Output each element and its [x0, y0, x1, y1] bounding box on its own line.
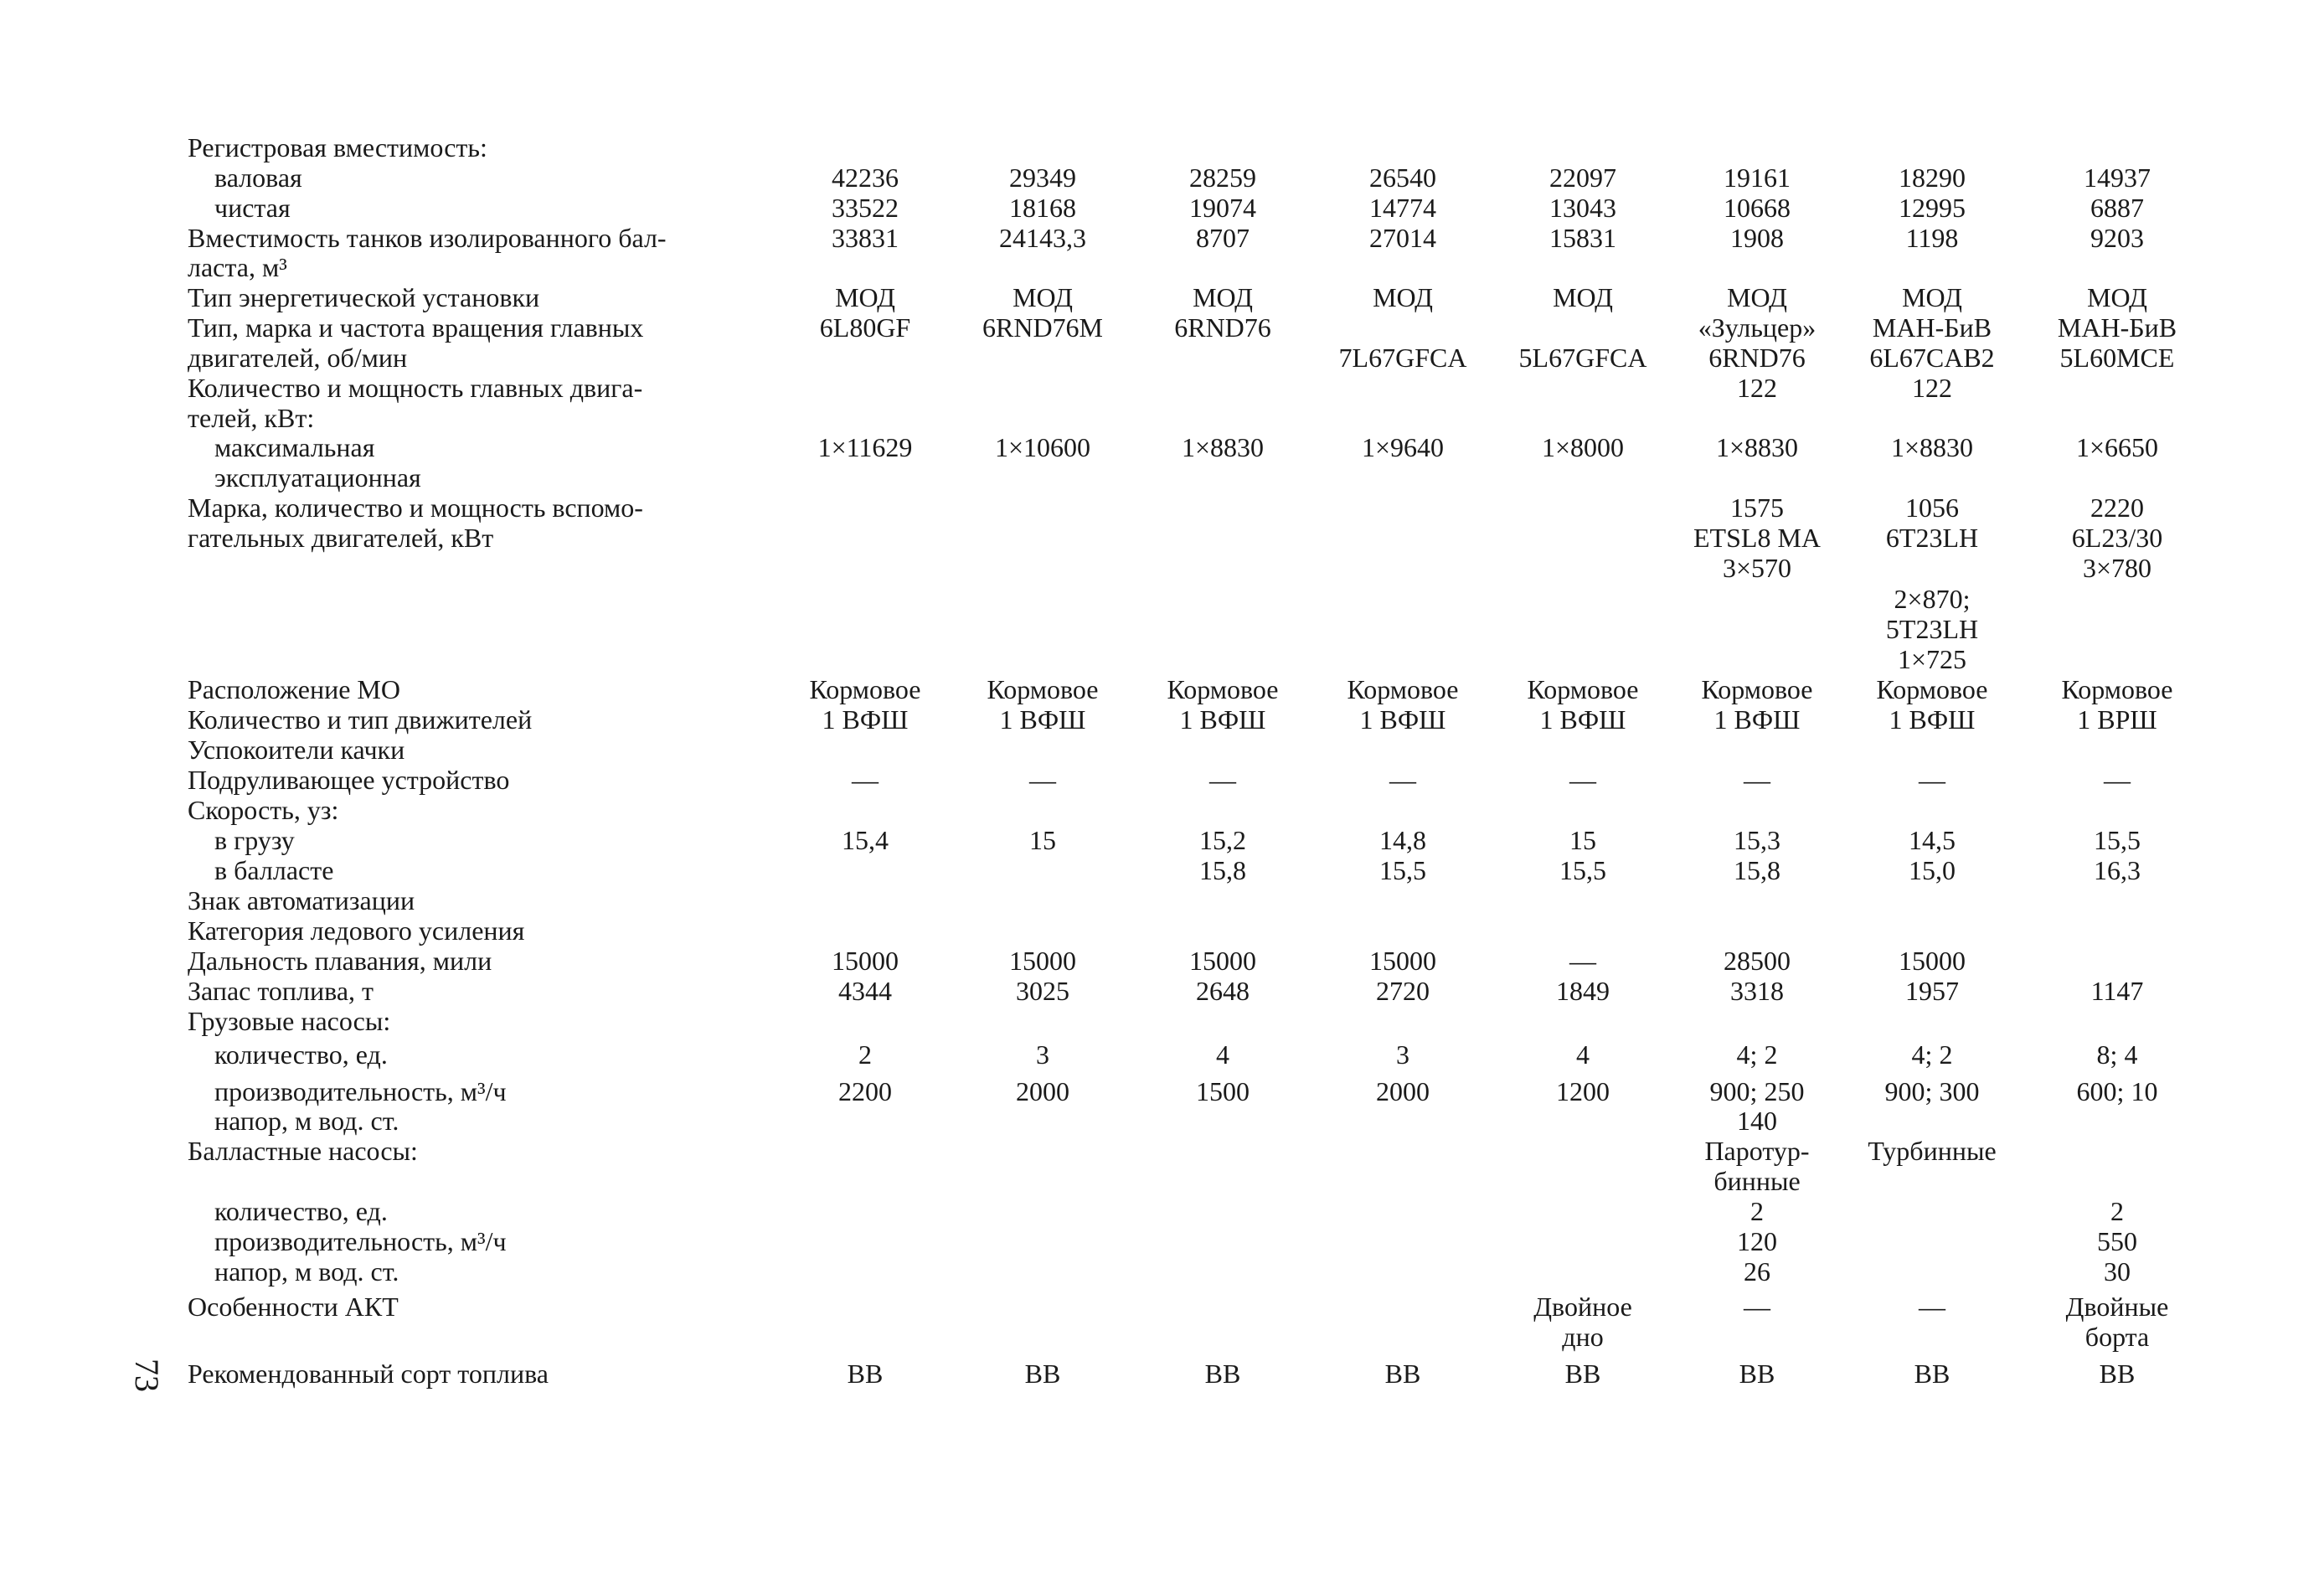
cell-col-5: 5L67GFCA [1518, 343, 1647, 373]
row-label: количество, ед. [214, 1196, 388, 1226]
table-row [0, 462, 2324, 492]
cell-col-2: 2000 [1016, 1076, 1069, 1106]
cell-col-7: 1×8830 [1890, 432, 1974, 462]
cell-col-1: 4344 [838, 976, 892, 1006]
cell-col-7: 900; 300 [1884, 1076, 1980, 1106]
table-row [0, 765, 2324, 795]
cell-col-8: 15,5 [2094, 825, 2141, 855]
cell-col-7: 15000 [1899, 946, 1966, 976]
row-label: эксплуатационная [214, 462, 421, 492]
cell-col-6: Кормовое [1701, 674, 1813, 704]
cell-col-3: 1×8830 [1181, 432, 1265, 462]
table-row [0, 1359, 2324, 1389]
cell-col-7: 6L67CAB2 [1869, 343, 1995, 373]
cell-col-8: 550 [2097, 1226, 2137, 1256]
cell-col-6: 3318 [1730, 976, 1784, 1006]
cell-col-7: 12995 [1899, 193, 1966, 223]
cell-col-6: — [1744, 765, 1770, 795]
cell-col-3: 6RND76 [1174, 312, 1271, 343]
cell-col-4: 2720 [1376, 976, 1430, 1006]
table-row [0, 492, 2324, 523]
table-row [0, 825, 2324, 855]
cell-col-7: 14,5 [1909, 825, 1956, 855]
cell-col-6: 1575 [1730, 492, 1784, 523]
cell-col-1: 2 [858, 1039, 872, 1070]
row-label: производительность, м³/ч [214, 1226, 507, 1256]
row-label: Скорость, уз: [188, 795, 339, 825]
cell-col-8: 6L23/30 [2071, 523, 2163, 553]
cell-col-4: 14774 [1369, 193, 1436, 223]
cell-col-2: 1 ВФШ [999, 704, 1086, 735]
row-label: Вместимость танков изолированного бал- [188, 223, 667, 253]
cell-col-4: 26540 [1369, 162, 1436, 193]
cell-col-8: 30 [2104, 1256, 2131, 1287]
cell-col-3: 2648 [1196, 976, 1250, 1006]
cell-col-7: 2×870; [1894, 584, 1971, 614]
row-label: производительность, м³/ч [214, 1076, 507, 1106]
table-row [0, 795, 2324, 825]
table-row [0, 193, 2324, 223]
cell-col-6: 26 [1744, 1256, 1770, 1287]
table-row [0, 735, 2324, 765]
cell-col-5: 4 [1576, 1039, 1590, 1070]
cell-col-6: 1×8830 [1715, 432, 1799, 462]
cell-col-4: Кормовое [1347, 674, 1459, 704]
cell-col-2: 1×10600 [994, 432, 1091, 462]
cell-col-6: 6RND76 [1708, 343, 1806, 373]
cell-col-8: МАН-БиВ [2057, 312, 2177, 343]
table-row [0, 1226, 2324, 1256]
table-row [0, 343, 2324, 373]
cell-col-6: бинные [1713, 1166, 1801, 1196]
table-row [0, 132, 2324, 162]
cell-col-1: 15,4 [842, 825, 889, 855]
cell-col-3: 15000 [1189, 946, 1256, 976]
cell-col-8: борта [2084, 1322, 2150, 1352]
row-label: Количество и тип движителей [188, 704, 533, 735]
row-label: Рекомендованный сорт топлива [188, 1359, 549, 1389]
cell-col-4: 7L67GFCA [1338, 343, 1467, 373]
row-label: Тип энергетической установки [188, 282, 540, 312]
cell-col-8: МОД [2087, 282, 2147, 312]
table-row [0, 1076, 2324, 1106]
table-row [0, 1106, 2324, 1136]
cell-col-1: 1×11629 [817, 432, 913, 462]
table-row [0, 312, 2324, 343]
cell-col-5: Кормовое [1527, 674, 1639, 704]
cell-col-3: 8707 [1196, 223, 1250, 253]
table-row [0, 1039, 2324, 1070]
cell-col-8: 6887 [2090, 193, 2144, 223]
cell-col-6: Паротур- [1704, 1136, 1810, 1166]
table-row [0, 1292, 2324, 1322]
table-row [0, 403, 2324, 433]
cell-col-4: 1×9640 [1361, 432, 1445, 462]
table-row [0, 704, 2324, 735]
cell-col-4: 1 ВФШ [1359, 704, 1446, 735]
cell-col-2: — [1029, 765, 1056, 795]
cell-col-1: — [852, 765, 879, 795]
cell-col-6: 1908 [1730, 223, 1784, 253]
cell-col-7: 122 [1912, 373, 1952, 403]
cell-col-4: 3 [1396, 1039, 1409, 1070]
cell-col-6: 28500 [1724, 946, 1791, 976]
cell-col-5: дно [1562, 1322, 1604, 1352]
cell-col-2: 3 [1036, 1039, 1049, 1070]
cell-col-8: 1147 [2090, 976, 2144, 1006]
cell-col-8: 2 [2110, 1196, 2124, 1226]
cell-col-1: 33831 [832, 223, 899, 253]
table-row [0, 162, 2324, 193]
row-label: чистая [214, 193, 291, 223]
cell-col-8: — [2104, 765, 2131, 795]
table-row [0, 614, 2324, 644]
cell-col-5: — [1569, 946, 1596, 976]
cell-col-7: МОД [1902, 282, 1962, 312]
cell-col-7: 1957 [1905, 976, 1959, 1006]
cell-col-6: 3×570 [1722, 553, 1792, 583]
table-row [0, 252, 2324, 282]
row-label: ласта, м³ [188, 252, 287, 282]
table-row [0, 674, 2324, 704]
cell-col-7: ВВ [1914, 1359, 1950, 1389]
table-row [0, 915, 2324, 946]
cell-col-7: 6T23LH [1885, 523, 1979, 553]
cell-col-8: 1 ВРШ [2077, 704, 2157, 735]
cell-col-3: 1500 [1196, 1076, 1250, 1106]
cell-col-4: 15,5 [1379, 855, 1426, 885]
page-number: 73 [128, 1359, 166, 1392]
cell-col-8: 3×780 [2082, 553, 2152, 583]
cell-col-7: 15,0 [1909, 855, 1956, 885]
cell-col-3: МОД [1193, 282, 1253, 312]
row-label: Марка, количество и мощность вспомо- [188, 492, 643, 523]
cell-col-5: 1849 [1556, 976, 1610, 1006]
cell-col-5: 22097 [1549, 162, 1616, 193]
cell-col-2: 24143,3 [999, 223, 1086, 253]
cell-col-1: 33522 [832, 193, 899, 223]
row-label: Категория ледового усиления [188, 915, 525, 946]
cell-col-6: 19161 [1724, 162, 1791, 193]
cell-col-8: Двойные [2065, 1292, 2169, 1322]
row-label: телей, кВт: [188, 403, 315, 433]
cell-col-8: 14937 [2084, 162, 2151, 193]
cell-col-1: Кормовое [809, 674, 921, 704]
row-label: Знак автоматизации [188, 885, 415, 915]
cell-col-8: 2220 [2090, 492, 2144, 523]
cell-col-2: МОД [1013, 282, 1073, 312]
cell-col-3: 15,8 [1199, 855, 1246, 885]
row-label: Регистровая вместимость: [188, 132, 487, 162]
cell-col-3: Кормовое [1167, 674, 1279, 704]
cell-col-7: 1198 [1905, 223, 1959, 253]
cell-col-2: 15000 [1009, 946, 1076, 976]
cell-col-7: МАН-БиВ [1872, 312, 1992, 343]
cell-col-7: 4; 2 [1911, 1039, 1953, 1070]
row-label: Грузовые насосы: [188, 1006, 391, 1036]
cell-col-6: 15,3 [1734, 825, 1780, 855]
cell-col-5: 15 [1569, 825, 1596, 855]
table-row [0, 553, 2324, 583]
cell-col-8: 5L60MCE [2059, 343, 2175, 373]
row-label: валовая [214, 162, 302, 193]
cell-col-7: 18290 [1899, 162, 1966, 193]
cell-col-4: МОД [1373, 282, 1433, 312]
row-label: Запас топлива, т [188, 976, 374, 1006]
cell-col-2: ВВ [1024, 1359, 1061, 1389]
table-row [0, 1256, 2324, 1287]
cell-col-5: 1 ВФШ [1539, 704, 1626, 735]
cell-col-5: 15831 [1549, 223, 1616, 253]
row-label: напор, м вод. ст. [214, 1256, 399, 1287]
row-label: в грузу [214, 825, 295, 855]
cell-col-7: 1056 [1905, 492, 1959, 523]
cell-col-6: 140 [1737, 1106, 1777, 1136]
row-label: Тип, марка и частота вращения главных [188, 312, 644, 343]
cell-col-4: ВВ [1384, 1359, 1421, 1389]
cell-col-4: — [1389, 765, 1416, 795]
cell-col-6: МОД [1727, 282, 1787, 312]
table-row [0, 1196, 2324, 1226]
cell-col-2: Кормовое [987, 674, 1099, 704]
cell-col-8: 1×6650 [2075, 432, 2159, 462]
table-row [0, 223, 2324, 253]
cell-col-6: 2 [1750, 1196, 1764, 1226]
row-label: Успокоители качки [188, 735, 405, 765]
cell-col-7: 5T23LH [1885, 614, 1979, 644]
cell-col-6: 122 [1737, 373, 1777, 403]
cell-col-5: ВВ [1564, 1359, 1601, 1389]
table-row [0, 523, 2324, 553]
table-row [0, 282, 2324, 312]
cell-col-5: 15,5 [1559, 855, 1606, 885]
table-row [0, 584, 2324, 614]
cell-col-8: ВВ [2099, 1359, 2136, 1389]
cell-col-5: — [1569, 765, 1596, 795]
cell-col-5: Двойное [1533, 1292, 1632, 1322]
cell-col-3: — [1209, 765, 1236, 795]
cell-col-7: — [1919, 765, 1945, 795]
cell-col-8: 600; 10 [2076, 1076, 2158, 1106]
cell-col-3: 1 ВФШ [1179, 704, 1266, 735]
cell-col-2: 18168 [1009, 193, 1076, 223]
cell-col-6: 1 ВФШ [1713, 704, 1801, 735]
table-row [0, 885, 2324, 915]
table-row [0, 1136, 2324, 1166]
cell-col-6: ETSL8 MA [1693, 523, 1821, 553]
cell-col-4: 2000 [1376, 1076, 1430, 1106]
cell-col-6: — [1744, 1292, 1770, 1322]
cell-col-6: «Зульцер» [1698, 312, 1816, 343]
cell-col-1: МОД [835, 282, 895, 312]
cell-col-2: 3025 [1016, 976, 1069, 1006]
cell-col-7: Кормовое [1876, 674, 1988, 704]
cell-col-4: 14,8 [1379, 825, 1426, 855]
row-label: в балласте [214, 855, 334, 885]
cell-col-4: 15000 [1369, 946, 1436, 976]
row-label: двигателей, об/мин [188, 343, 408, 373]
table-row [0, 373, 2324, 403]
table-row [0, 644, 2324, 674]
cell-col-3: 4 [1216, 1039, 1229, 1070]
cell-col-5: 1200 [1556, 1076, 1610, 1106]
cell-col-8: 9203 [2090, 223, 2144, 253]
row-label: количество, ед. [214, 1039, 388, 1070]
cell-col-7: 1×725 [1897, 644, 1967, 674]
table-row [0, 1006, 2324, 1036]
cell-col-6: 120 [1737, 1226, 1777, 1256]
row-label: Подруливающее устройство [188, 765, 510, 795]
cell-col-2: 29349 [1009, 162, 1076, 193]
row-label: гательных двигателей, кВт [188, 523, 494, 553]
row-label: Дальность плавания, мили [188, 946, 492, 976]
cell-col-1: ВВ [847, 1359, 884, 1389]
row-label: Особенности АКТ [188, 1292, 399, 1322]
cell-col-4: 27014 [1369, 223, 1436, 253]
table-row [0, 432, 2324, 462]
cell-col-6: 4; 2 [1736, 1039, 1778, 1070]
cell-col-5: МОД [1553, 282, 1613, 312]
cell-col-6: 10668 [1724, 193, 1791, 223]
table-row [0, 946, 2324, 976]
cell-col-3: 19074 [1189, 193, 1256, 223]
cell-col-8: 8; 4 [2096, 1039, 2138, 1070]
cell-col-2: 6RND76M [982, 312, 1103, 343]
cell-col-7: 1 ВФШ [1889, 704, 1976, 735]
cell-col-6: ВВ [1739, 1359, 1775, 1389]
cell-col-1: 42236 [832, 162, 899, 193]
row-label: Количество и мощность главных двига- [188, 373, 643, 403]
cell-col-1: 15000 [832, 946, 899, 976]
cell-col-2: 15 [1029, 825, 1056, 855]
cell-col-1: 6L80GF [819, 312, 911, 343]
table-row [0, 1166, 2324, 1196]
cell-col-3: ВВ [1204, 1359, 1241, 1389]
cell-col-8: Кормовое [2061, 674, 2173, 704]
row-label: напор, м вод. ст. [214, 1106, 399, 1136]
cell-col-3: 15,2 [1199, 825, 1246, 855]
row-label: Балластные насосы: [188, 1136, 418, 1166]
cell-col-1: 2200 [838, 1076, 892, 1106]
cell-col-5: 13043 [1549, 193, 1616, 223]
row-label: Расположение МО [188, 674, 400, 704]
cell-col-6: 15,8 [1734, 855, 1780, 885]
cell-col-3: 28259 [1189, 162, 1256, 193]
cell-col-6: 900; 250 [1709, 1076, 1805, 1106]
cell-col-7: — [1919, 1292, 1945, 1322]
table-row [0, 976, 2324, 1006]
table-row [0, 855, 2324, 885]
cell-col-8: 16,3 [2094, 855, 2141, 885]
row-label: максимальная [214, 432, 375, 462]
cell-col-1: 1 ВФШ [822, 704, 909, 735]
cell-col-5: 1×8000 [1541, 432, 1625, 462]
table-row [0, 1322, 2324, 1352]
cell-col-7: Турбинные [1868, 1136, 1997, 1166]
